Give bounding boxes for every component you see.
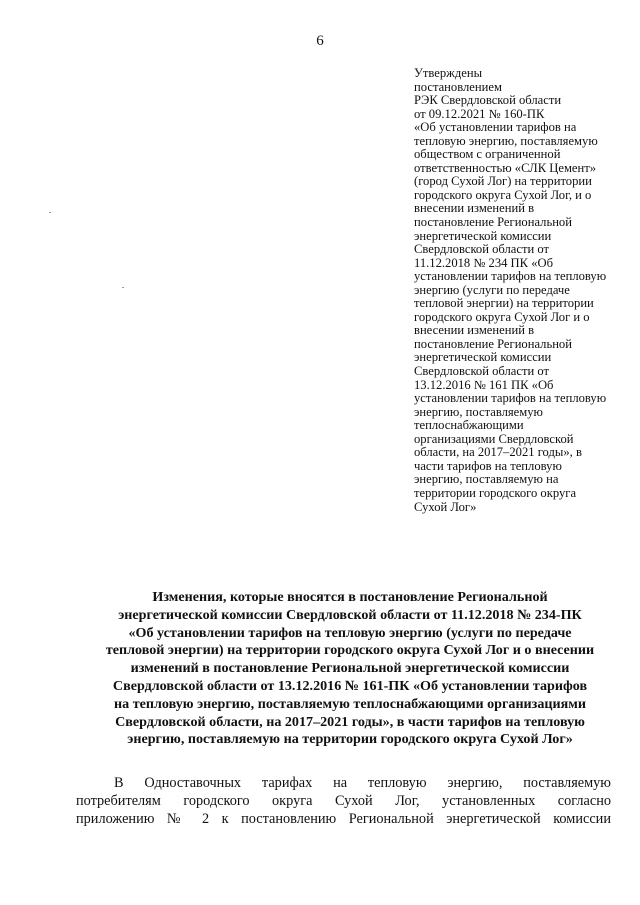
approval-line: постановление Региональной: [414, 336, 572, 351]
approval-line: Свердловской области от: [414, 242, 549, 257]
title-line: Свердловской области, на 2017–2021 годы», в части тарифов на тепловую: [115, 713, 585, 730]
approval-line: территории городского округа: [414, 485, 577, 500]
title-line: энергию, поставляемую на территории городского округа Сухой Лог»: [127, 731, 573, 748]
approval-line: постановление Региональной: [414, 215, 572, 230]
approval-line: Свердловской области от: [414, 364, 549, 379]
approval-line: энергию, поставляемую: [414, 404, 543, 419]
approval-line: тепловой энергии) на территории: [414, 296, 594, 311]
approval-line: энергию (услуги по передаче: [414, 282, 570, 297]
scan-speck: [122, 287, 124, 288]
approval-line: установлении тарифов на тепловую: [414, 391, 607, 406]
approval-line: части тарифов на тепловую: [414, 458, 562, 473]
document-title: [76, 589, 624, 749]
approval-line: энергетической комиссии: [414, 228, 552, 243]
approval-line: внесении изменений в: [414, 323, 535, 338]
approval-line: установлении тарифов на тепловую: [414, 269, 607, 284]
body-line: приложению № 2 к постановлению Региональной энергетической комиссии: [76, 811, 611, 827]
approval-line: энергетической комиссии: [414, 350, 552, 365]
approval-line: тепловую энергию, поставляемую: [414, 133, 598, 148]
approval-line: от 09.12.2021 № 160-ПК: [414, 106, 545, 121]
page-number: 6: [316, 33, 324, 49]
approval-line: 13.12.2016 № 161 ПК «Об: [414, 377, 554, 392]
title-line: Изменения, которые вносятся в постановление Региональной: [152, 589, 548, 605]
title-line: изменений в постановление Региональной энергетической комиссии: [130, 660, 570, 677]
approval-line: Сухой Лог»: [414, 499, 477, 514]
approval-line: организациями Свердловской: [414, 431, 574, 446]
approval-line: энергию, поставляемую на: [414, 472, 559, 487]
body-line: В Одноставочных тарифах на тепловую энергию, поставляемую: [114, 775, 611, 791]
approval-line: Утверждены: [414, 66, 483, 80]
approval-line: (город Сухой Лог) на территории: [414, 174, 592, 189]
title-line: на тепловую энергию, поставляемую теплоснабжающими организациями: [114, 695, 586, 712]
approval-line: теплоснабжающими: [414, 418, 524, 433]
body-line: потребителям городского округа Сухой Лог, установленных согласно: [76, 793, 611, 809]
approval-line: внесении изменений в: [414, 201, 535, 216]
title-line: тепловой энергии) на территории городского округа Сухой Лог и о внесении: [105, 642, 595, 659]
approval-line: 11.12.2018 № 234 ПК «Об: [414, 255, 553, 270]
approval-line: городского округа Сухой Лог и о: [414, 309, 590, 324]
scan-speck: [49, 212, 51, 213]
approval-line: РЭК Свердловской области: [414, 93, 562, 108]
approval-line: ответственностью «СЛК Цемент»: [414, 160, 597, 175]
approval-line: городского округа Сухой Лог, и о: [414, 187, 592, 202]
approval-line: «Об установлении тарифов на: [414, 120, 577, 135]
approval-block: [414, 67, 624, 514]
approval-line: обществом с ограниченной: [414, 147, 561, 162]
approval-line: постановлением: [414, 79, 502, 94]
body-paragraph: [76, 774, 611, 828]
title-line: Свердловской области от 13.12.2016 № 161-ПК «Об установлении тарифов: [112, 677, 588, 694]
approval-line: области, на 2017–2021 годы», в: [414, 445, 582, 460]
title-line: «Об установлении тарифов на тепловую энергию (услуги по передаче: [128, 624, 572, 641]
title-line: энергетической комиссии Свердловской области от 11.12.2018 № 234-ПК: [118, 606, 582, 623]
